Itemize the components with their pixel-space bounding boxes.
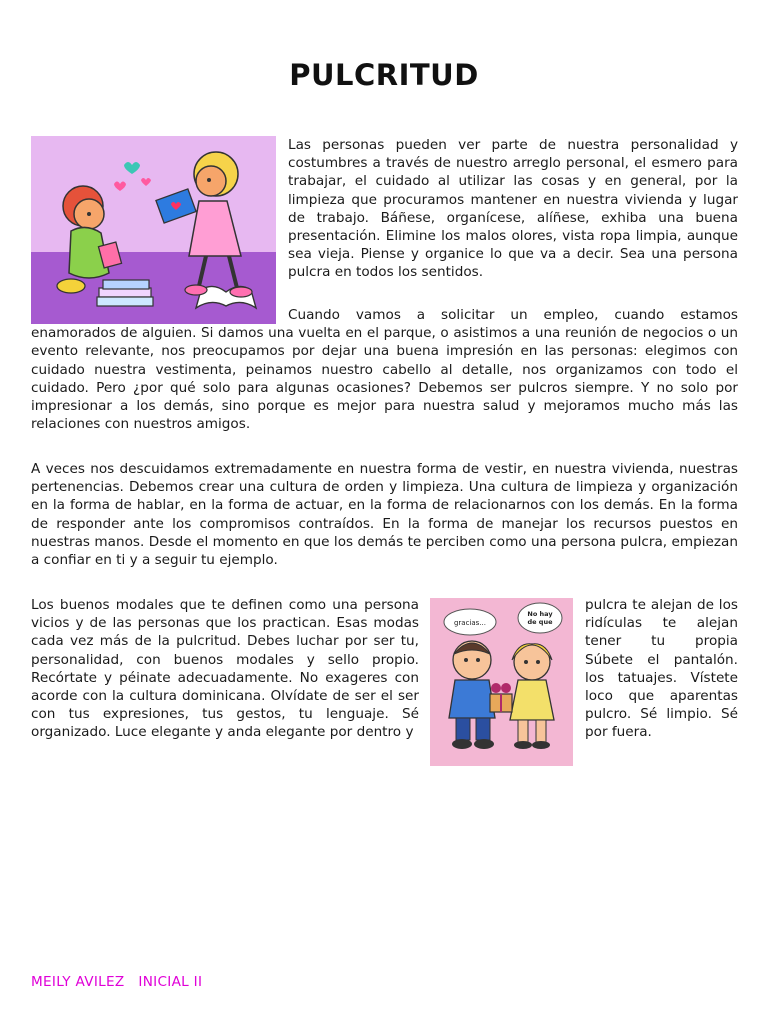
speech-bubble-reply-line1: No hay bbox=[527, 610, 553, 618]
speech-bubble-thanks: gracias... bbox=[453, 619, 487, 627]
page-title: PULCRITUD bbox=[289, 58, 479, 92]
paragraph-4-left: Los buenos modales que te definen como una persona vicios y de las personas que los practican. Esas modas cada vez más de la pulcritud. Debes luchar por ser tu, personalidad, con buenos modales y sello propio. Recórtate y péinate adecuadamente. No exageres con acorde con la cultura dominicana. Olvídate de ser el ser con tus expresiones, tus gestos, tu lenguaje. Sé organizado. Luce elegante y anda elegante por dentro y bbox=[31, 597, 419, 741]
children-reading-illustration bbox=[31, 136, 276, 324]
gift-exchange-illustration bbox=[430, 598, 573, 766]
paragraph-2: Cuando vamos a solicitar un empleo, cuando estamos enamorados de alguien. Si damos una vuelta en el parque, o asistimos a una reunión de negocios o un evento relevante, nos preocupamos por dejar una buena impresión en las personas: elegimos con cuidado nuestra vestimenta, peinamos nuestro cabello al detalle, nos organizamos con todo el cuidado. Pero ¿por qué solo para algunas ocasiones? Debemos ser pulcros siempre. Y no solo por impresionar a los demás, sino porque es mejor para nuestra salud y mejoramos mucho más las relaciones con nuestros amigos. bbox=[31, 307, 738, 433]
speech-bubble-reply-line2: de que bbox=[527, 618, 553, 626]
paragraph-3: A veces nos descuidamos extremadamente en nuestra forma de vestir, en nuestra vivienda, nuestras pertenencias. Debemos crear una cultura de orden y limpieza. Una cultura de limpieza y organización en la forma de hablar, en la forma de actuar, en la forma de relacionarnos con los demás. En la forma de responder ante los compromisos contraídos. En la forma de manejar los recursos puestos en nuestras manos. Desde el momento en que los demás te perciben como una persona pulcra, empiezan a confiar en ti y a seguir tu ejemplo. bbox=[31, 461, 738, 569]
paragraph-4-right: pulcra te alejan de los ridículas te alejan tener tu propia Súbete el pantalón. los tatuajes. Vístete loco que aparentas pulcro. Sé limpio. Sé por fuera. bbox=[585, 597, 738, 741]
paragraph-1: Las personas pueden ver parte de nuestra personalidad y costumbres a través de nuestro arreglo personal, el esmero para trabajar, el cuidado al utilizar las cosas y en general, por la limpieza que procuramos mantener en nuestra vivienda y lugar de trabajo. Báñese, organícese, alíñese, exhiba una buena presentación. Elimine los malos olores, vista ropa limpia, aunque sea vieja. Piense y organice lo que va a decir. Sea una persona pulcra en todos los sentidos. bbox=[288, 137, 738, 281]
author-footer: MEILY AVILEZ INICIAL II bbox=[31, 974, 203, 990]
